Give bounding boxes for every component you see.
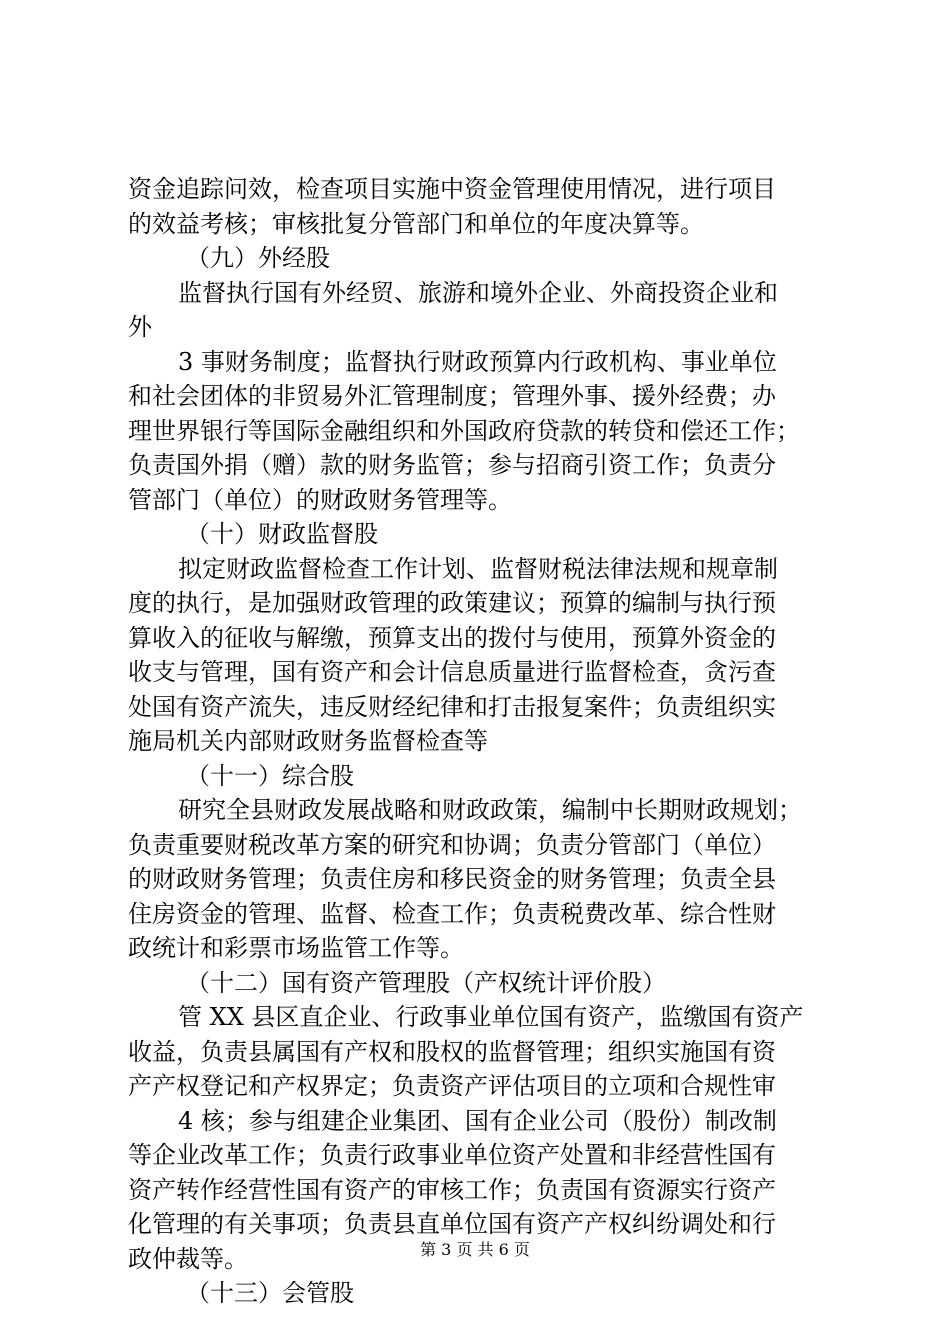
section-heading: （十）财政监督股	[186, 520, 378, 548]
text-line: 政仲裁等。	[128, 1244, 248, 1273]
text-line: 处国有资产流失，违反财经纪律和打击报复案件；负责组织实	[128, 692, 776, 721]
text-line: 收益，负责县属国有产权和股权的监督管理；组织实施国有资	[128, 1037, 776, 1066]
page-footer: 第 3 页 共 6 页	[420, 1240, 530, 1259]
text-line: 收支与管理，国有资产和会计信息质量进行监督检查，贪污查	[128, 658, 776, 686]
section-heading: （十一）综合股	[186, 761, 354, 790]
section-heading: （十三）会管股	[186, 1279, 354, 1307]
text-line: 理世界银行等国际金融组织和外国政府贷款的转贷和偿还工作；	[128, 416, 800, 445]
text-line: 住房资金的管理、监督、检查工作；负责税费改革、综合性财	[128, 899, 776, 928]
text-line: 产产权登记和产权界定；负责资产评估项目的立项和合规性审	[128, 1072, 776, 1100]
section-heading: （十二）国有资产管理股（产权统计评价股）	[186, 968, 666, 997]
text-line: 政统计和彩票市场监管工作等。	[128, 934, 464, 962]
document-body	[128, 172, 840, 1311]
text-line: 监督执行国有外经贸、旅游和境外企业、外商投资企业和	[178, 278, 778, 307]
text-line: 管 XX 县区直企业、行政事业单位国有资产，监缴国有资产	[178, 1003, 804, 1031]
text-line: 负责国外捐（赠）款的财务监管；参与招商引资工作；负责分	[128, 451, 776, 479]
text-line: 管部门（单位）的财政财务管理等。	[128, 485, 512, 514]
text-line: 资产转作经营性国有资产的审核工作；负责国有资源实行资产	[128, 1175, 776, 1204]
text-line: 等企业改革工作；负责行政事业单位资产处置和非经营性国有	[128, 1141, 776, 1169]
text-line: 度的执行，是加强财政管理的政策建议；预算的编制与执行预	[128, 589, 776, 617]
text-line: 的效益考核；审核批复分管部门和单位的年度决算等。	[128, 209, 704, 238]
text-line: 负责重要财税改革方案的研究和协调；负责分管部门（单位）	[128, 830, 776, 859]
text-line: 4 核；参与组建企业集团、国有企业公司（股份）制改制	[178, 1106, 777, 1135]
text-line: 化管理的有关事项；负责县直单位国有资产产权纠纷调处和行	[128, 1210, 776, 1238]
text-line: 和社会团体的非贸易外汇管理制度；管理外事、援外经费；办	[128, 382, 776, 410]
text-line: 拟定财政监督检查工作计划、监督财税法律法规和规章制	[178, 554, 778, 583]
text-line: 算收入的征收与解缴，预算支出的拨付与使用，预算外资金的	[128, 623, 776, 652]
text-line: 资金追踪问效，检查项目实施中资金管理使用情况，进行项目	[128, 175, 776, 203]
text-line: 施局机关内部财政财务监督检查等	[128, 727, 488, 755]
section-heading: （九）外经股	[186, 244, 330, 272]
text-line: 研究全县财政发展战略和财政政策，编制中长期财政规划；	[178, 796, 802, 824]
text-line: 外	[128, 313, 152, 341]
text-line: 的财政财务管理；负责住房和移民资金的财务管理；负责全县	[128, 865, 776, 893]
text-line: 3 事财务制度；监督执行财政预算内行政机构、事业单位	[178, 347, 777, 376]
